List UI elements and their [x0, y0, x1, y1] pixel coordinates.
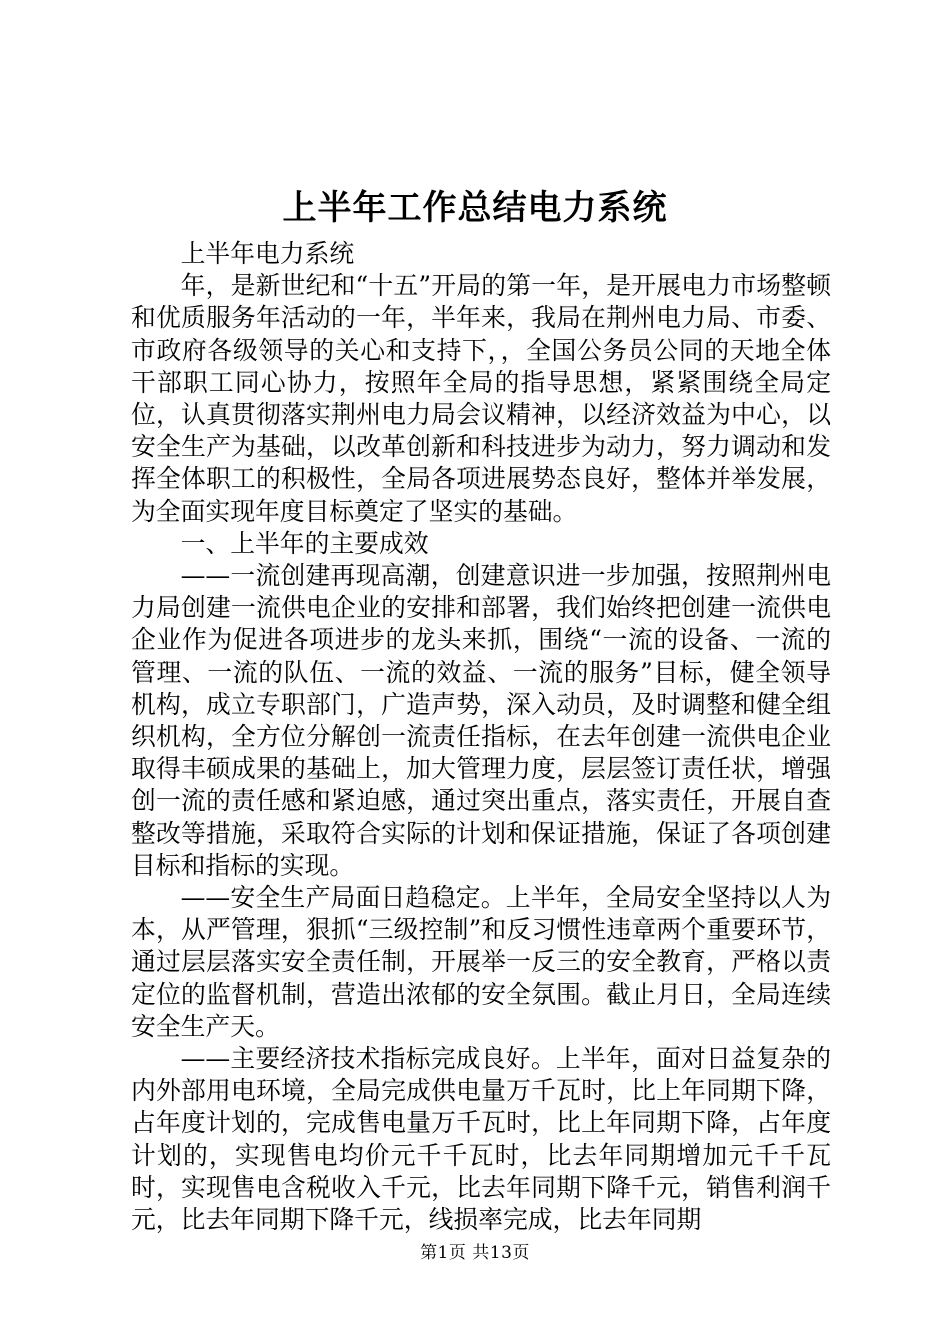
- document-body: [131, 238, 831, 1236]
- page-number: 第1页 共13页: [420, 1243, 530, 1263]
- paragraph-first-class: ——一流创建再现高潮，创建意识进一步加强，按照荆州电力局创建一流供电企业的安排和部署，我们始终把创建一流供电企业作为促进各项进步的龙头来抓，围绕“一流的设备、一流的管理、一流的队伍、一流的效益、一流的服务”目标，健全领导机构，成立专职部门，广造声势，深入动员，及时调整和健全组织机构，全方位分解创一流责任指标，在去年创建一流供电企业取得丰硕成果的基础上，加大管理力度，层层签订责任状，增强创一流的责任感和紧迫感，通过突出重点，落实责任，开展自查整改等措施，采取符合实际的计划和保证措施，保证了各项创建目标和指标的实现。: [131, 561, 831, 880]
- paragraph-safety: ——安全生产局面日趋稳定。上半年，全局安全坚持以人为本，从严管理，狠抓“三级控制”和反习惯性违章两个重要环节，通过层层落实安全责任制，开展举一反三的安全教育，严格以责定位的监督机制，营造出浓郁的安全氛围。截止月日，全局连续安全生产天。: [131, 883, 831, 1041]
- paragraph-subtitle: 上半年电力系统: [180, 239, 355, 268]
- section-heading: 一、上半年的主要成效: [180, 528, 429, 558]
- paragraph-intro: 年，是新世纪和“十五”开局的第一年，是开展电力市场整顿和优质服务年活动的一年，半年来，我局在荆州电力局、市委、市政府各级领导的关心和支持下，，全国公务员公同的天地全体干部职工同心协力，按照年全局的指导思想，紧紧围绕全局定位，认真贯彻落实荆州电力局会议精神，以经济效益为中心，以安全生产为基础，以改革创新和科技进步为动力，努力调动和发挥全体职工的积极性，全局各项进展势态良好，整体并举发展，为全面实现年度目标奠定了坚实的基础。: [131, 271, 831, 526]
- document-title: 上半年工作总结电力系统: [282, 188, 668, 228]
- paragraph-indicators: ——主要经济技术指标完成良好。上半年，面对日益复杂的内外部用电环境，全局完成供电量万千瓦时，比上年同期下降，占年度计划的，完成售电量万千瓦时，比上年同期下降，占年度计划的，实现售电均价元千千瓦时，比去年同期增加元千千瓦时，实现售电含税收入千元，比去年同期下降千元，销售利润千元，比去年同期下降千元，线损率完成，比去年同期: [131, 1044, 831, 1235]
